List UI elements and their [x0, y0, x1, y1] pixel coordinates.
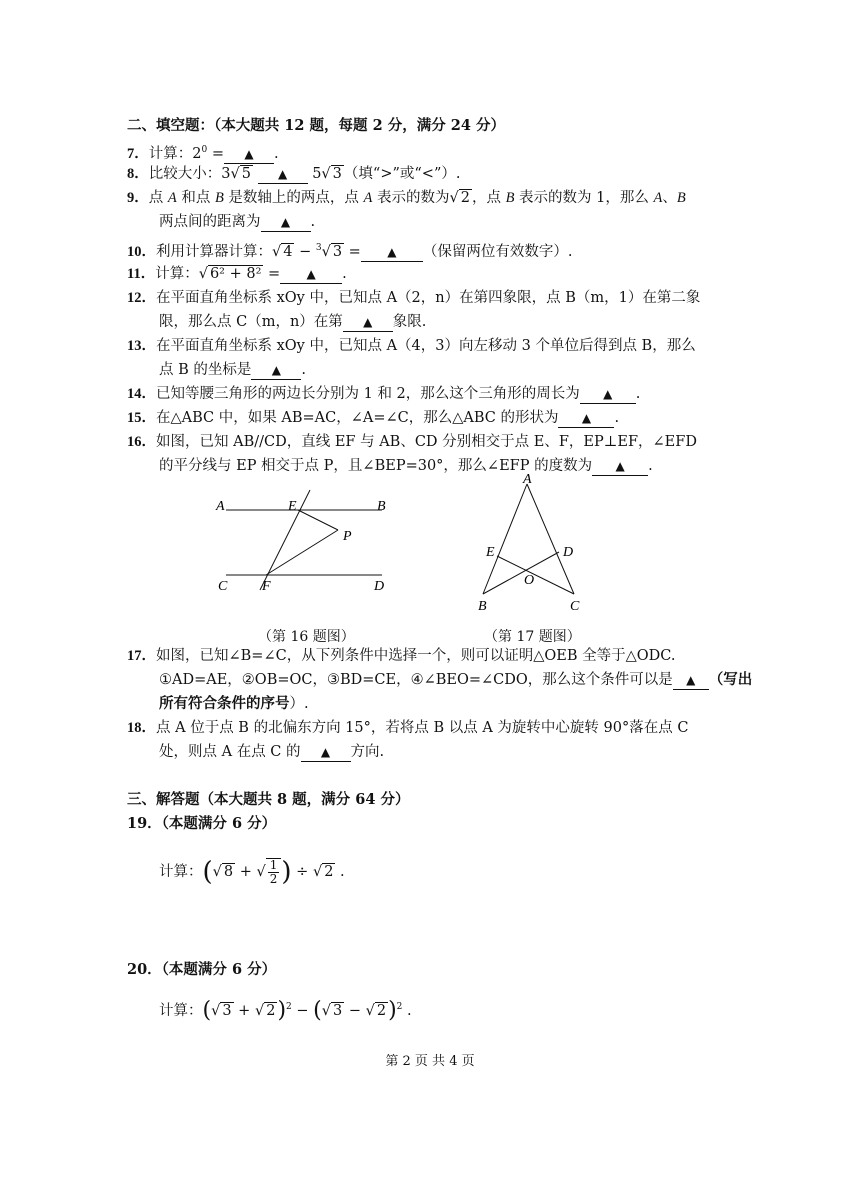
- answer-blank[interactable]: ▲: [361, 243, 423, 262]
- question-16-line2: 的平分线与 EP 相交于点 P，且∠BEP=30°，那么∠EFP 的度数为 ▲ .: [159, 458, 653, 474]
- label-d: D: [563, 545, 574, 560]
- side-ab: [483, 484, 527, 594]
- figure-17: [470, 468, 590, 618]
- answer-blank[interactable]: ▲: [592, 457, 648, 476]
- label-b: B: [478, 599, 487, 614]
- figure-16-caption: （第 16 题图）: [258, 629, 355, 645]
- answer-blank[interactable]: ▲: [261, 213, 311, 232]
- question-13: 13．在平面直角坐标系 xOy 中，已知点 A（4，3）向左移动 3 个单位后得到点 B，那么: [127, 338, 696, 354]
- answer-blank[interactable]: ▲: [343, 313, 393, 332]
- segment-ce: [497, 556, 574, 594]
- question-15: 15．在△ABC 中，如果 AB=AC，∠A=∠C，那么△ABC 的形状为 ▲ .: [127, 410, 620, 426]
- label-b: B: [377, 499, 386, 514]
- answer-blank[interactable]: ▲: [251, 361, 301, 380]
- question-19-head: 19．（本题满分 6 分）: [127, 815, 277, 832]
- answer-blank[interactable]: ▲: [301, 743, 351, 762]
- question-12: 12．在平面直角坐标系 xOy 中，已知点 A（2，n）在第四象限，点 B（m，1）在第二象: [127, 290, 701, 306]
- figure-16: [210, 480, 400, 600]
- label-p: P: [343, 529, 352, 544]
- question-9-line2: 两点间的距离为 ▲ .: [159, 214, 316, 230]
- question-8: 8．比较大小：3√ 5 ▲ 5√ 3 （填“>”或“<”）.: [127, 166, 461, 182]
- question-12-line2: 限，那么点 C（m，n）在第 ▲ 象限.: [159, 314, 427, 330]
- line-ep: [298, 510, 338, 530]
- question-17-line2: ①AD=AE，②OB=OC，③BD=CE，④∠BEO=∠CDO，那么这个条件可以是 ▲ （写出: [159, 671, 753, 688]
- answer-blank[interactable]: ▲: [258, 165, 308, 184]
- question-20-expression: 计算：(√ 3 + √ 2)$^2$ − (√ 3 − √ 2)$^2$ .: [159, 997, 412, 1023]
- answer-blank[interactable]: ▲: [280, 265, 342, 284]
- question-19-expression: 计算：(√ 8 + √ $\frac{1}{2}$ ) ÷ √ 2 .: [159, 857, 345, 887]
- question-14: 14．已知等腰三角形的两边长分别为 1 和 2，那么这个三角形的周长为 ▲ .: [127, 386, 641, 402]
- label-f: F: [262, 579, 271, 594]
- figure-17-caption: （第 17 题图）: [484, 629, 581, 645]
- triangle-mark-icon: ▲: [244, 146, 254, 161]
- answer-blank[interactable]: ▲: [580, 385, 636, 404]
- question-17-line3: 所有符合条件的序号）.: [159, 695, 309, 712]
- answer-blank[interactable]: [224, 145, 274, 164]
- answer-blank[interactable]: ▲: [558, 409, 614, 428]
- question-18: 18．点 A 位于点 B 的北偏东方向 15°，若将点 B 以点 A 为旋转中心旋转 90°落在点 C: [127, 720, 689, 736]
- label-e: E: [486, 545, 495, 560]
- label-o: O: [524, 573, 535, 588]
- question-18-line2: 处，则点 A 在点 C 的 ▲ 方向.: [159, 744, 385, 760]
- question-17: 17．如图，已知∠B=∠C，从下列条件中选择一个，则可以证明△OEB 全等于△ODC.: [127, 648, 676, 664]
- question-13-line2: 点 B 的坐标是 ▲ .: [159, 362, 306, 378]
- question-16: 16．如图，已知 AB//CD，直线 EF 与 AB、CD 分别相交于点 E、F，EP⊥EF，∠EFD: [127, 434, 697, 450]
- question-7: 7．计算：$2^0$ = ▲ .: [127, 145, 279, 162]
- label-e: E: [288, 499, 297, 514]
- question-11: 11．计算：√ 6² + 8² = ▲ .: [127, 266, 347, 282]
- question-10: 10．利用计算器计算：√ 4 − $^3$√ 3 = ▲ （保留两位有效数字）.: [127, 243, 573, 260]
- sqrt-symbol: √ 5: [230, 166, 251, 182]
- label-c: C: [218, 579, 228, 594]
- page-footer: 第 2 页 共 4 页: [385, 1054, 475, 1069]
- answer-blank[interactable]: ▲: [673, 671, 709, 690]
- question-20-head: 20．（本题满分 6 分）: [127, 961, 277, 978]
- label-a: A: [216, 499, 225, 514]
- label-d: D: [374, 579, 385, 594]
- label-a: A: [523, 472, 532, 487]
- label-c: C: [570, 599, 580, 614]
- line-fp: [266, 530, 338, 575]
- section2-heading: 二、填空题：（本大题共 12 题，每题 2 分，满分 24 分）: [127, 117, 505, 134]
- question-9: 9．点 A 和点 B 是数轴上的两点，点 A 表示的数为√ 2 ，点 B 表示的数为 1，那么 A、B: [127, 190, 686, 206]
- section3-heading: 三、解答题（本大题共 8 题，满分 64 分）: [127, 791, 410, 808]
